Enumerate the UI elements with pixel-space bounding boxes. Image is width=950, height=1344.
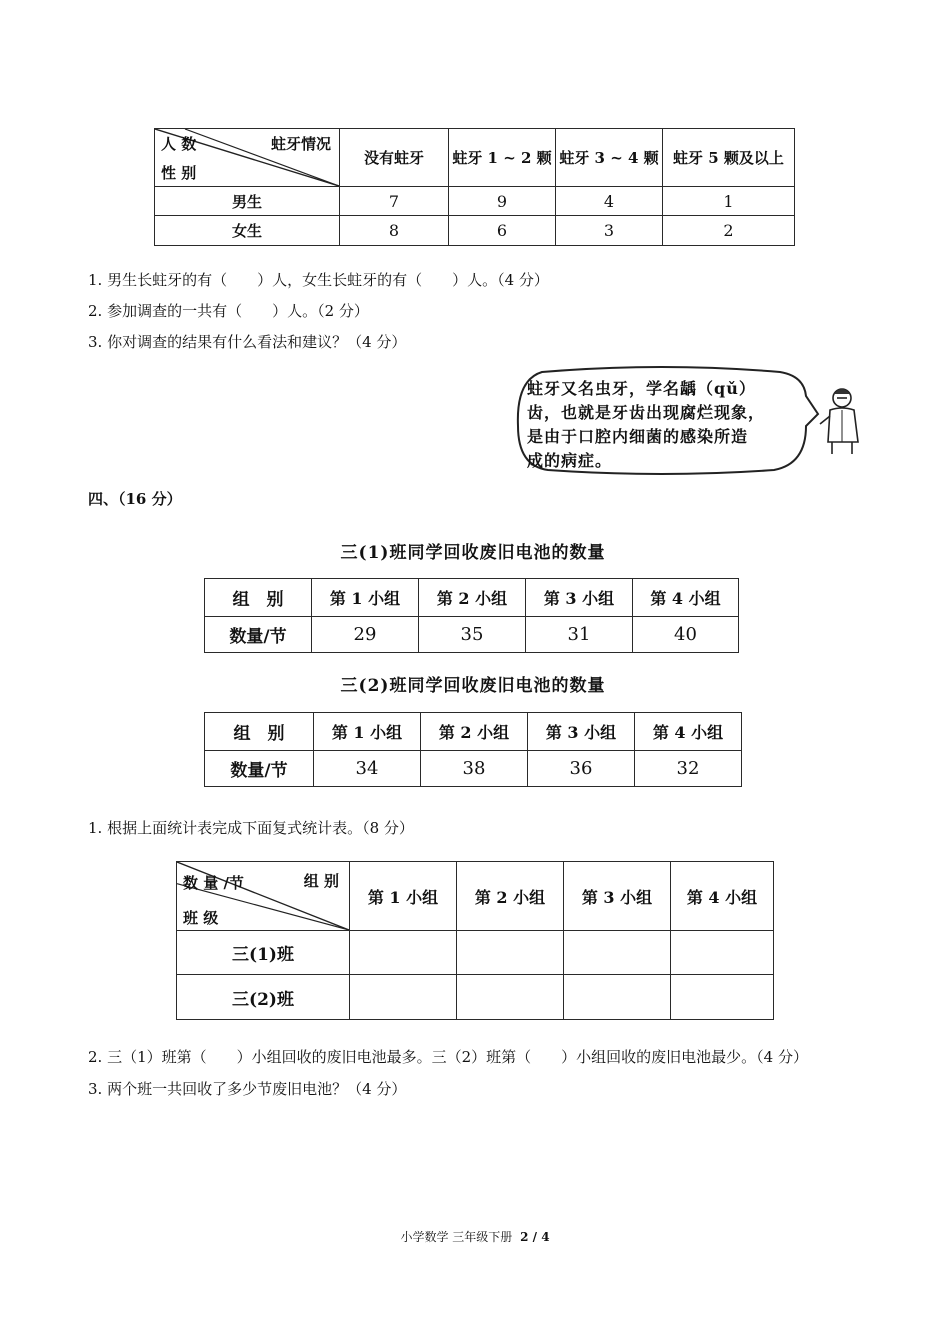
survey-cell: 6	[449, 216, 556, 246]
footer-page-number: 2 / 4	[520, 1230, 550, 1244]
class1-value: 40	[633, 617, 739, 653]
page-footer	[0, 1228, 950, 1245]
compound-group-header: 第 3 小组	[564, 862, 671, 931]
question-4-1: 1. 根据上面统计表完成下面复式统计表。（8 分）	[88, 819, 414, 837]
bubble-line: 是由于口腔内细菌的感染所造	[527, 427, 749, 446]
survey-col-header: 蛀牙 5 颗及以上	[663, 129, 795, 187]
class2-row-header: 数量/节	[205, 751, 314, 787]
compound-blank-cell[interactable]	[350, 931, 457, 975]
question-3-2: 2. 参加调查的一共有（ ）人。（2 分）	[88, 302, 369, 320]
question-3-1: 1. 男生长蛀牙的有（ ）人，女生长蛀牙的有（ ）人。（4 分）	[88, 271, 549, 289]
class2-value: 32	[635, 751, 742, 787]
survey-cell: 2	[663, 216, 795, 246]
class1-group-header: 第 4 小组	[633, 579, 739, 617]
class2-group-header: 第 2 小组	[421, 713, 528, 751]
compound-blank-cell[interactable]	[457, 975, 564, 1020]
tooth-decay-table	[154, 128, 795, 246]
class1-value: 31	[526, 617, 633, 653]
class1-battery-table	[204, 578, 739, 653]
question-4-3: 3. 两个班一共回收了多少节废旧电池？（4 分）	[88, 1080, 407, 1098]
survey-col-header: 蛀牙 3 ~ 4 颗	[556, 129, 663, 187]
class1-group-header: 第 3 小组	[526, 579, 633, 617]
footer-text: 小学数学 三年级下册	[400, 1230, 513, 1244]
compound-group-header: 第 4 小组	[671, 862, 774, 931]
class2-row-header: 组 别	[205, 713, 314, 751]
class2-group-header: 第 1 小组	[314, 713, 421, 751]
survey-diagonal-header	[155, 129, 340, 187]
class2-group-header: 第 3 小组	[528, 713, 635, 751]
class2-value: 34	[314, 751, 421, 787]
class1-value: 29	[312, 617, 419, 653]
class1-row-header: 组 别	[205, 579, 312, 617]
question-4-2: 2. 三（1）班第（ ）小组回收的废旧电池最多。三（2）班第（ ）小组回收的废旧电池最少。（4 分）	[88, 1048, 808, 1066]
compound-blank-cell[interactable]	[564, 975, 671, 1020]
class2-group-header: 第 4 小组	[635, 713, 742, 751]
compound-blank-cell[interactable]	[564, 931, 671, 975]
survey-header-bottom-left: 性 别	[161, 164, 197, 182]
compound-row-label: 三(2)班	[177, 975, 350, 1020]
class2-value: 36	[528, 751, 635, 787]
bubble-line: 蛀牙又名虫牙，学名龋（qǔ）	[527, 379, 756, 398]
class1-row-header: 数量/节	[205, 617, 312, 653]
class1-group-header: 第 2 小组	[419, 579, 526, 617]
compound-group-header: 第 2 小组	[457, 862, 564, 931]
survey-col-header: 蛀牙 1 ~ 2 颗	[449, 129, 556, 187]
survey-row-label-boys: 男生	[155, 187, 340, 216]
compound-group-header: 第 1 小组	[350, 862, 457, 931]
class1-value: 35	[419, 617, 526, 653]
compound-diagonal-header	[177, 862, 350, 931]
class2-table-title: 三(2)班同学回收废旧电池的数量	[340, 676, 606, 696]
survey-cell: 4	[556, 187, 663, 216]
survey-header-top-left: 人 数	[161, 135, 197, 153]
compound-header-bottom-left: 班 级	[183, 909, 219, 927]
compound-blank-cell[interactable]	[457, 931, 564, 975]
survey-cell: 9	[449, 187, 556, 216]
question-3-3: 3. 你对调查的结果有什么看法和建议？（4 分）	[88, 333, 407, 351]
compound-header-top-left: 数 量 /节	[183, 874, 244, 892]
class2-value: 38	[421, 751, 528, 787]
compound-header-top-right: 组 别	[303, 872, 339, 890]
bubble-line: 成的病症。	[527, 451, 613, 470]
survey-cell: 8	[340, 216, 449, 246]
compound-blank-cell[interactable]	[350, 975, 457, 1020]
compound-row-label: 三(1)班	[177, 931, 350, 975]
bubble-line: 齿，也就是牙齿出现腐烂现象，	[527, 403, 766, 422]
compound-blank-cell[interactable]	[671, 975, 774, 1020]
class1-group-header: 第 1 小组	[312, 579, 419, 617]
class1-table-title: 三(1)班同学回收废旧电池的数量	[340, 543, 606, 563]
survey-col-header: 没有蛀牙	[340, 129, 449, 187]
survey-row-label-girls: 女生	[155, 216, 340, 246]
teacher-illustration-icon	[818, 386, 862, 456]
compound-stat-table	[176, 861, 774, 1020]
class2-battery-table	[204, 712, 742, 787]
survey-header-top-right: 蛀牙情况	[270, 135, 331, 153]
compound-blank-cell[interactable]	[671, 931, 774, 975]
survey-cell: 3	[556, 216, 663, 246]
bubble-text	[527, 377, 765, 473]
section-4-heading: 四、（16 分）	[88, 490, 182, 508]
survey-cell: 1	[663, 187, 795, 216]
survey-cell: 7	[340, 187, 449, 216]
